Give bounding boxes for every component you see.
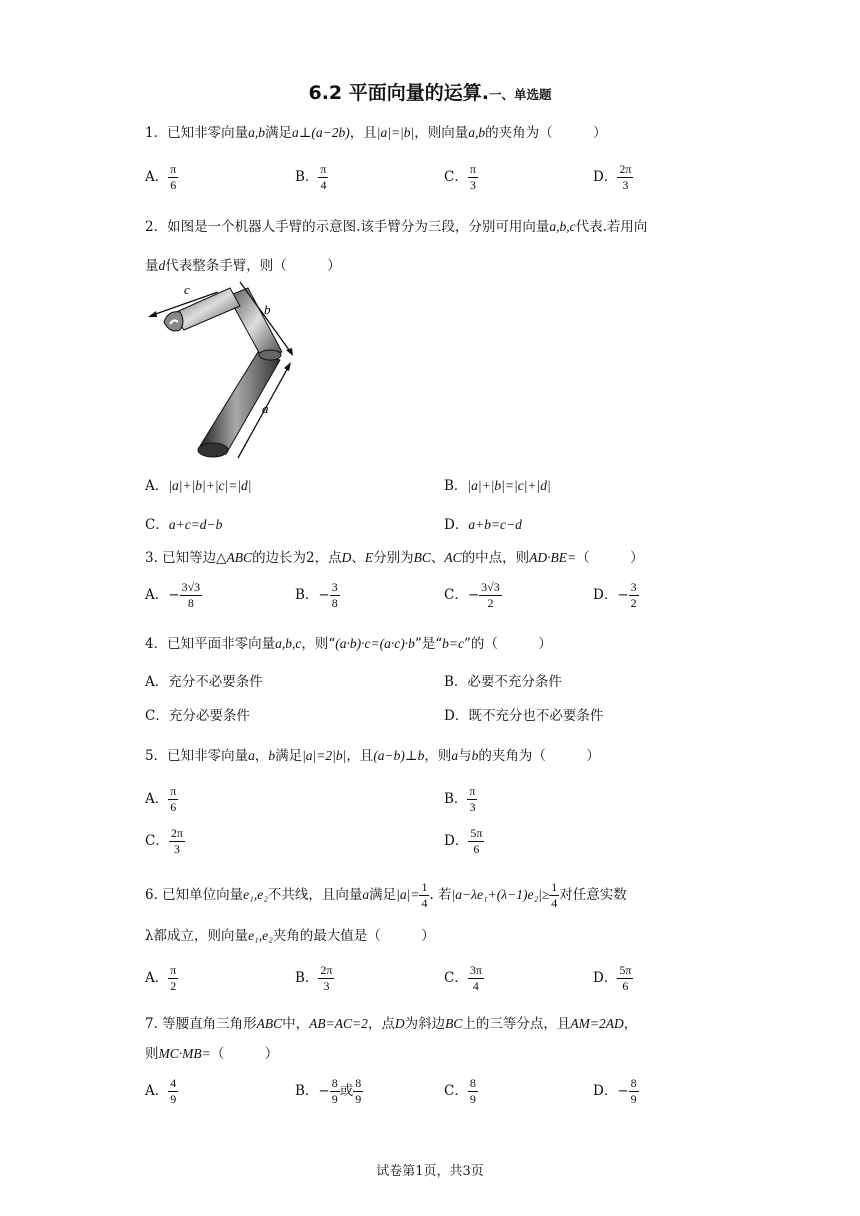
question-2-line-2: 量d代表整条手臂，则（ ） bbox=[145, 258, 341, 274]
q5-option-d[interactable]: D． $\frac{5\pi}{6}$ bbox=[444, 826, 483, 856]
arm-base bbox=[198, 443, 228, 457]
q6-option-d[interactable]: D． $\frac{5\pi}{6}$ bbox=[593, 963, 632, 993]
q6-option-a[interactable]: A． $\frac{\pi}{2}$ bbox=[145, 963, 177, 993]
q6-option-b[interactable]: B． $\frac{2\pi}{3}$ bbox=[295, 963, 333, 993]
q2-option-a[interactable]: A．|a|+|b|+|c|=|d| bbox=[145, 478, 252, 494]
q4-option-b[interactable]: B．必要不充分条件 bbox=[444, 674, 562, 690]
q6-option-c[interactable]: C． $\frac{3\pi}{4}$ bbox=[444, 963, 482, 993]
page-title bbox=[0, 78, 860, 105]
question-3-stem: 3. 已知等边△ABC的边长为2，点D、E分别为BC、AC的中点，则AD·BE=（ ） bbox=[145, 550, 644, 566]
label-a: a bbox=[262, 401, 269, 416]
question-5-stem: 5．已知非零向量a，b满足|a|=2|b|，且(a−b)⊥b，则a与b的夹角为（ ） bbox=[145, 748, 600, 764]
question-7-line-1: 7. 等腰直角三角形ABC中，AB=AC=2，点D为斜边BC上的三等分点，且AM=2AD， bbox=[145, 1016, 638, 1032]
q4-option-d[interactable]: D．既不充分也不必要条件 bbox=[444, 708, 604, 724]
q1-option-b[interactable]: B． $\frac{\pi}{4}$ bbox=[295, 162, 327, 192]
q2-option-c[interactable]: C．a+c=d−b bbox=[145, 517, 223, 533]
question-2-line-1: 2．如图是一个机器人手臂的示意图.该手臂分为三段，分别可用向量a,b,c代表.若用向 bbox=[145, 219, 648, 235]
q5-option-a[interactable]: A． $\frac{\pi}{6}$ bbox=[145, 784, 177, 814]
question-1-stem: 1．已知非零向量a,b满足a⊥(a−2b)，且|a|=|b|，则向量a,b的夹角为（ ） bbox=[145, 125, 607, 141]
section-heading: 一、单选题 bbox=[488, 87, 552, 102]
q1-option-a[interactable]: A． $\frac{\pi}{6}$ bbox=[145, 162, 177, 192]
q2-option-d[interactable]: D．a+b=c−d bbox=[444, 517, 522, 533]
label-c: c bbox=[184, 282, 190, 297]
q7-option-c[interactable]: C． $\frac{8}{9}$ bbox=[444, 1076, 476, 1106]
q3-option-d[interactable]: D．− $\frac{3}{2}$ bbox=[593, 580, 637, 610]
q5-option-b[interactable]: B． $\frac{\pi}{3}$ bbox=[444, 784, 476, 814]
q7-option-d[interactable]: D．− $\frac{8}{9}$ bbox=[593, 1076, 637, 1106]
q1-option-c[interactable]: C． $\frac{\pi}{3}$ bbox=[444, 162, 476, 192]
page-footer: 试卷第1页，共3页 bbox=[376, 1164, 484, 1179]
label-b: b bbox=[264, 302, 271, 317]
q3-option-c[interactable]: C．− $\frac{3√3}{2}$ bbox=[444, 580, 500, 610]
q7-option-b[interactable]: B．− $\frac{8}{9}$ 或 $\frac{8}{9}$ bbox=[295, 1076, 362, 1106]
title-main: 6.2 平面向量的运算. bbox=[308, 82, 489, 104]
q2-option-b[interactable]: B．|a|+|b|=|c|+|d| bbox=[444, 478, 551, 494]
robot-arm-figure bbox=[140, 278, 310, 460]
q3-option-b[interactable]: B．− $\frac{3}{8}$ bbox=[295, 580, 338, 610]
q5-option-c[interactable]: C． $\frac{2\pi}{3}$ bbox=[145, 826, 183, 856]
question-4-stem: 4．已知平面非零向量a,b,c，则“(a·b)·c=(a·c)·b”是“b=c”的（ ） bbox=[145, 636, 552, 652]
question-7-line-2: 则MC·MB=（ ） bbox=[145, 1046, 279, 1062]
q4-option-a[interactable]: A．充分不必要条件 bbox=[145, 674, 263, 690]
question-6-line-2: λ都成立，则向量e₁,e₂夹角的最大值是（ ） bbox=[145, 928, 435, 944]
q7-option-a[interactable]: A． $\frac{4}{9}$ bbox=[145, 1076, 177, 1106]
question-6-line-1: 6. 已知单位向量e₁,e₂不共线，且向量a满足|a|= $\frac{1}{4}$ . 若|a−λe₁+(λ−1)e₂|≥ $\frac{1}{4}$ 对任意实数 bbox=[145, 880, 627, 910]
q1-option-d[interactable]: D． $\frac{2\pi}{3}$ bbox=[593, 162, 632, 192]
q3-option-a[interactable]: A．− $\frac{3√3}{8}$ bbox=[145, 580, 201, 610]
q4-option-c[interactable]: C．充分必要条件 bbox=[145, 708, 250, 724]
